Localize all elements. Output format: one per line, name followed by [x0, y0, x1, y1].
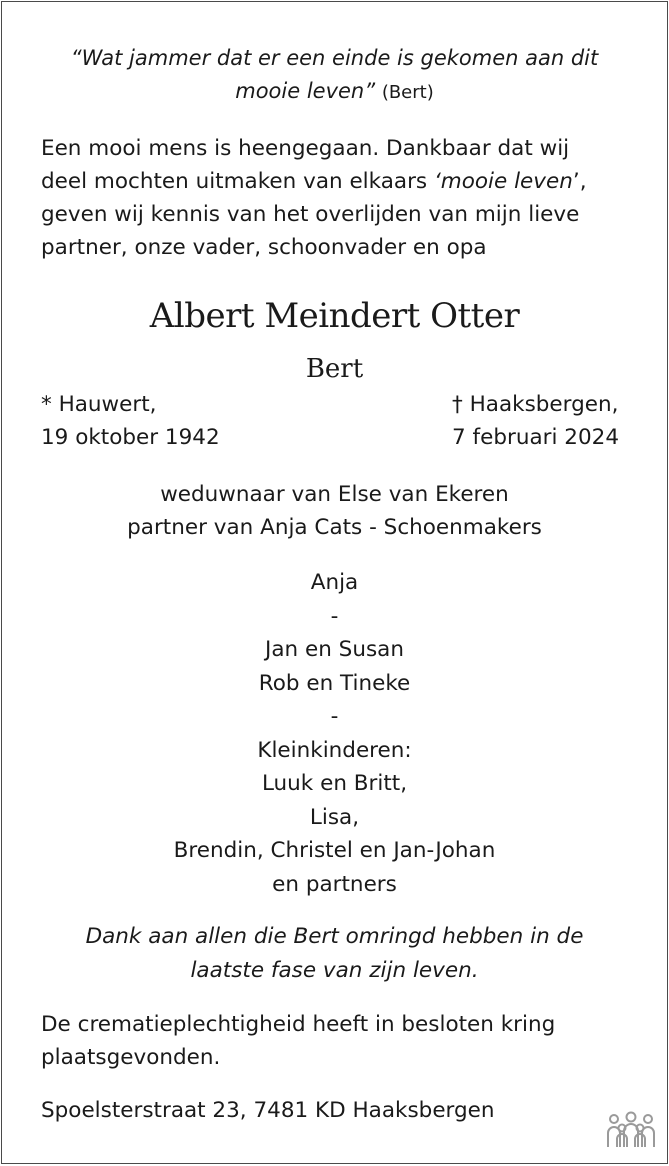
funeral-line: De crematieplechtigheid heeft in besloten kring [41, 1012, 556, 1037]
family-separator: - [330, 704, 339, 729]
relation-line: weduwnaar van Else van Ekeren [160, 482, 509, 507]
intro-line-4: partner, onze vader, schoonvader en opa [41, 235, 487, 260]
opening-quote [2, 42, 667, 109]
family-heading: Kleinkinderen: [257, 737, 412, 763]
obituary-card [1, 1, 668, 1164]
family-item: Brendin, Christel en Jan-Johan [173, 838, 496, 863]
family-item: Lisa, [309, 804, 360, 830]
quote-line-1: “Wat jammer dat er een einde is gekomen aan dit [70, 46, 599, 70]
thanks-line: Dank aan allen die Bert omringd hebben in de [85, 924, 584, 949]
relations [2, 478, 667, 544]
quote-attribution: (Bert) [381, 82, 434, 103]
death-info [452, 388, 619, 454]
intro-line-1: Een mooi mens is heengegaan. Dankbaar dat wij [41, 136, 570, 161]
thanks-message [2, 920, 667, 988]
funeral-line: plaatsgevonden. [41, 1045, 221, 1070]
family-item: en partners [272, 871, 397, 897]
deceased-nickname: Bert [305, 354, 364, 384]
family-list [2, 566, 667, 901]
correspondence-address: Spoelsterstraat 23, 7481 KD Haaksbergen [41, 1098, 495, 1123]
intro-line-3: geven wij kennis van het overlijden van mijn lieve [41, 202, 580, 227]
deceased-full-name: Albert Meindert Otter [149, 296, 520, 336]
relation-line: partner van Anja Cats - Schoenmakers [127, 515, 542, 540]
death-date: 7 februari 2024 [452, 425, 619, 450]
people-group-icon [605, 1111, 657, 1151]
family-item: Anja [310, 570, 359, 595]
death-place: † Haaksbergen, [452, 392, 619, 417]
family-item: Rob en Tineke [258, 670, 411, 696]
intro-line-2 [41, 165, 647, 198]
family-item: Luuk en Britt, [261, 771, 408, 796]
birth-place: * Hauwert, [41, 392, 157, 417]
intro-line-2-emphasis: ‘mooie leven [433, 169, 573, 194]
intro-line-2-start: deel mochten uitmaken van elkaars [41, 169, 434, 194]
quote-line-2: mooie leven” [235, 79, 376, 103]
intro-line-2-end: ’, [572, 169, 587, 194]
intro-text [41, 132, 647, 264]
family-item: Jan en Susan [265, 637, 404, 662]
birth-info [41, 388, 220, 454]
thanks-line: laatste fase van zijn leven. [190, 958, 479, 983]
family-separator: - [330, 603, 339, 629]
funeral-notice [41, 1008, 647, 1074]
birth-date: 19 oktober 1942 [41, 425, 220, 450]
